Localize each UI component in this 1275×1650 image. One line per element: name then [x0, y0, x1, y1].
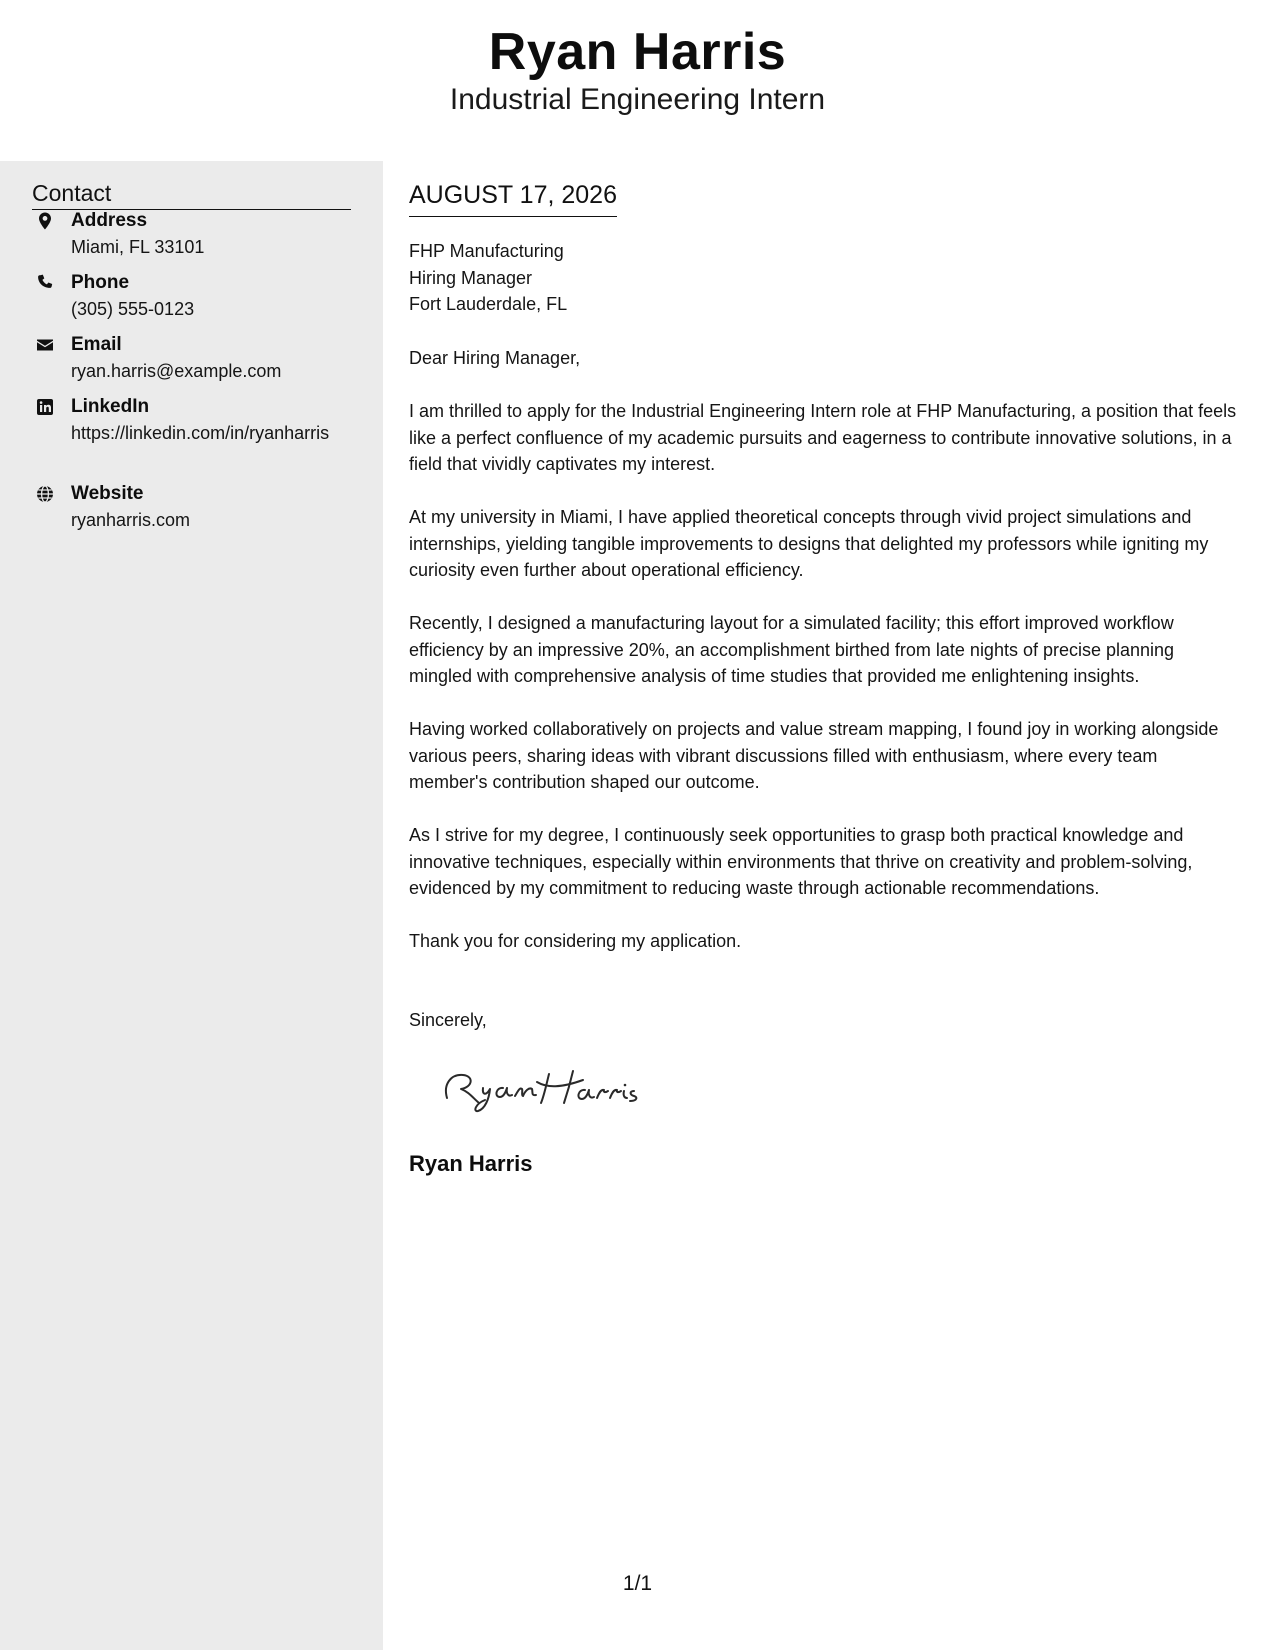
contact-value: ryanharris.com — [71, 510, 191, 530]
contact-value: ryan.harris@example.com — [71, 361, 282, 381]
phone-icon — [35, 273, 55, 293]
paragraph: I am thrilled to apply for the Industrial Engineering Intern role at FHP Manufacturing, a position that feels like a perfect confluence of my academic pursuits and eagerness to contribute innovative solutions, in a field that vividly captivates my interest. — [409, 401, 1237, 474]
closing: Sincerely, — [409, 1010, 487, 1030]
recipient-title: Hiring Manager — [409, 267, 533, 288]
recipient-block — [409, 238, 567, 318]
contact-sidebar — [0, 161, 383, 1650]
envelope-icon — [35, 335, 55, 355]
contact-label: LinkedIn — [71, 396, 150, 417]
handwritten-signature — [433, 1058, 673, 1118]
header — [0, 0, 1275, 161]
contact-value: (305) 555-0123 — [71, 299, 195, 319]
globe-icon — [35, 484, 55, 504]
contact-value: https://linkedin.com/in/ryanharris — [71, 423, 330, 443]
contact-label: Email — [71, 334, 122, 355]
contact-label: Address — [71, 210, 148, 231]
recipient-company: FHP Manufacturing — [409, 241, 564, 261]
paragraph: Recently, I designed a manufacturing layout for a simulated facility; this effort improved workflow efficiency by an impressive 20%, an accomplishment birthed from late nights of precise planning mingled with comprehensive analysis of time studies that provided me enlightening insights. — [409, 613, 1175, 686]
contact-value: Miami, FL 33101 — [71, 237, 205, 257]
contact-label: Website — [71, 483, 144, 504]
page-number: 1/1 — [622, 1572, 653, 1595]
paragraph: As I strive for my degree, I continuously seek opportunities to grasp both practical knowledge and innovative techniques, especially within environments that thrive on creativity and problem-solving, evidenced by my commitment to reducing waste through actionable recommendations. — [409, 825, 1193, 898]
thanks-line: Thank you for considering my application. — [409, 931, 742, 951]
linkedin-icon — [35, 397, 55, 417]
signer-name: Ryan Harris — [409, 1151, 533, 1176]
applicant-name: Ryan Harris — [488, 23, 787, 81]
map-pin-icon — [35, 211, 55, 231]
applicant-role: Industrial Engineering Intern — [449, 83, 826, 116]
recipient-location: Fort Lauderdale, FL — [409, 294, 568, 314]
contact-label: Phone — [71, 272, 130, 293]
contact-heading: Contact — [32, 178, 351, 210]
paragraph: At my university in Miami, I have applied theoretical concepts through vivid project simulations and internships, yielding tangible improvements to designs that delighted my professors while igniting my curiosity even further about operational efficiency. — [409, 507, 1209, 580]
paragraph: Having worked collaboratively on projects and value stream mapping, I found joy in working alongside various peers, sharing ideas with vibrant discussions filled with enthusiasm, where every team member's contribution shaped our outcome. — [409, 719, 1219, 792]
letter-date: AUGUST 17, 2026 — [409, 178, 617, 217]
greeting: Dear Hiring Manager, — [409, 348, 581, 368]
